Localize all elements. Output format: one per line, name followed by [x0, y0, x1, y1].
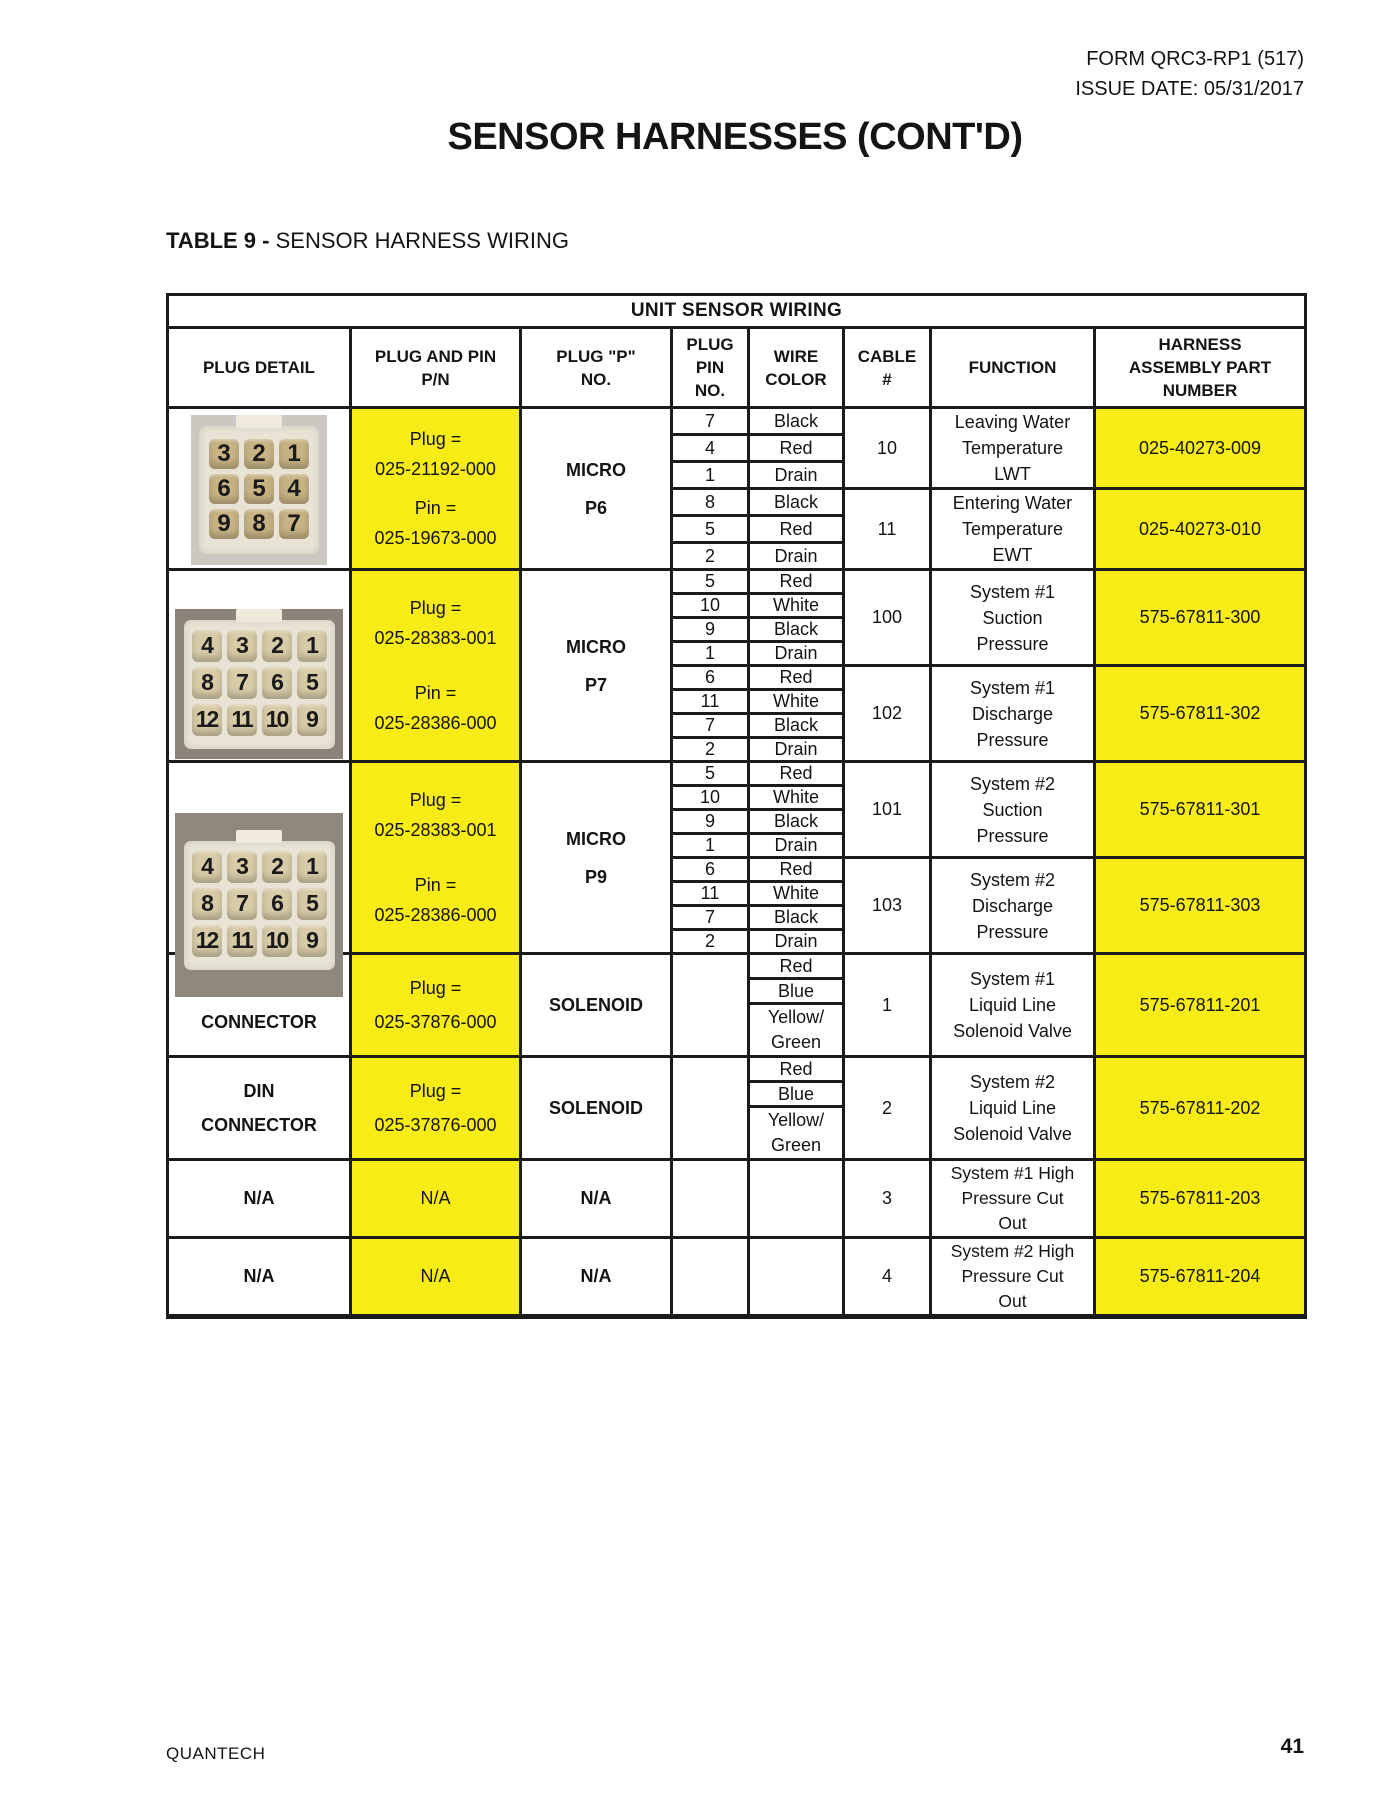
- pin-no-cell: 2: [672, 543, 749, 570]
- table-row: [168, 1057, 1306, 1082]
- wire-color-cell: [749, 1004, 844, 1057]
- header-line: FUNCTION: [968, 358, 1057, 377]
- header-line: HARNESS: [1158, 335, 1242, 354]
- table-banner: UNIT SENSOR WIRING: [168, 295, 1306, 328]
- connector-pin-number: 10: [262, 925, 292, 957]
- function-line: Temperature: [961, 438, 1064, 458]
- cable-cell: 103: [844, 858, 931, 954]
- function-line: System #1 High: [950, 1163, 1075, 1183]
- pin-no-cell: 10: [672, 594, 749, 618]
- header-cable: [844, 328, 931, 408]
- wire-color-cell: Blue: [749, 979, 844, 1004]
- function-line: Solenoid Valve: [953, 1124, 1072, 1144]
- header-line: NO.: [580, 369, 612, 389]
- pin-no-cell: 2: [672, 738, 749, 762]
- connector-pin-number: 6: [262, 667, 292, 699]
- function-line: System #2: [969, 1072, 1056, 1092]
- wire-color-cell: White: [749, 786, 844, 810]
- header-function: [931, 328, 1095, 408]
- pin-no-cell: 11: [672, 882, 749, 906]
- pin-no-cell: 6: [672, 858, 749, 882]
- plug-detail-cell-na2: N/A: [168, 1238, 351, 1317]
- wire-color-cell: Black: [749, 714, 844, 738]
- header-line: ASSEMBLY PART: [1128, 358, 1272, 377]
- plug-value: 025-28383-001: [374, 628, 497, 649]
- wire-line: Yellow/: [767, 1007, 825, 1027]
- wire-color-cell: Black: [749, 810, 844, 834]
- pin-value: 025-19673-000: [374, 528, 497, 549]
- pin-label: Pin =: [414, 874, 457, 895]
- header-plug-pin-pn: [351, 328, 521, 408]
- function-line: Pressure: [976, 633, 1049, 654]
- function-cell: [931, 489, 1095, 570]
- plug-pin-pn-cell-din1: [351, 954, 521, 1057]
- header-line: PLUG DETAIL: [202, 358, 316, 377]
- header-line: PIN: [695, 358, 725, 377]
- wire-color-cell: Red: [749, 666, 844, 690]
- wire-color-cell: Blue: [749, 1082, 844, 1107]
- harness-cell: 575-67811-301: [1095, 762, 1306, 858]
- plug-detail-cell-p6: [168, 408, 351, 570]
- pin-pn-block: [352, 870, 519, 930]
- page-title: SENSOR HARNESSES (CONT'D): [447, 116, 1023, 158]
- connector-pin-number: 1: [297, 630, 327, 662]
- function-cell: [931, 1238, 1095, 1317]
- connector-pin-number: 12: [192, 704, 222, 736]
- wire-color-cell-empty: [749, 1238, 844, 1317]
- din-line: DIN: [243, 1081, 275, 1101]
- wire-color-cell: Drain: [749, 930, 844, 954]
- plug-detail-cell-na1: N/A: [168, 1160, 351, 1238]
- table-row: [168, 408, 1306, 435]
- cable-cell: 10: [844, 408, 931, 489]
- connector-pin-grid: [209, 439, 309, 539]
- wire-color-cell: Red: [749, 1057, 844, 1082]
- header-line: P/N: [421, 369, 450, 389]
- header-plug-pin-no: [672, 328, 749, 408]
- header-line: PLUG "P": [556, 346, 636, 366]
- wire-color-cell: Black: [749, 618, 844, 642]
- p-no-line: P6: [584, 497, 608, 518]
- pin-no-cell: 7: [672, 408, 749, 435]
- wire-color-cell: Drain: [749, 543, 844, 570]
- harness-cell: 575-67811-300: [1095, 570, 1306, 666]
- pin-no-cell: 2: [672, 930, 749, 954]
- table-row: [168, 1160, 1306, 1238]
- pin-no-cell: 5: [672, 762, 749, 786]
- function-line: System #1: [969, 677, 1056, 698]
- connector-pin-number: 8: [244, 509, 274, 539]
- wire-line: Green: [770, 1135, 822, 1155]
- header-line: NUMBER: [1162, 381, 1238, 400]
- plug-label: Plug =: [409, 790, 462, 811]
- plug-label: Plug =: [409, 428, 462, 449]
- plug-pin-pn-cell-din2: [351, 1057, 521, 1160]
- header-line: WIRE: [773, 346, 819, 366]
- function-line: Pressure Cut: [961, 1188, 1064, 1208]
- plug-p-no-cell-din1: SOLENOID: [521, 954, 672, 1057]
- function-cell: [931, 570, 1095, 666]
- plug-detail-cell-p7: [168, 570, 351, 762]
- plug-detail-cell-p9: [168, 762, 351, 954]
- connector-pin-number: 12: [192, 925, 222, 957]
- pin-no-cell: 7: [672, 714, 749, 738]
- connector-pin-number: 11: [227, 704, 257, 736]
- function-line: Solenoid Valve: [953, 1021, 1072, 1041]
- function-line: System #1: [969, 581, 1056, 602]
- cable-cell: 2: [844, 1057, 931, 1160]
- table-row: [168, 1238, 1306, 1317]
- connector-pin-number: 7: [279, 509, 309, 539]
- function-line: Pressure: [976, 825, 1049, 846]
- header-line: COLOR: [765, 369, 827, 389]
- connector-photo-p7: [175, 609, 343, 759]
- wire-color-cell: Drain: [749, 738, 844, 762]
- connector-pin-number: 3: [209, 439, 239, 469]
- function-line: LWT: [994, 464, 1031, 484]
- header-plug-p-no: [521, 328, 672, 408]
- plug-value: 025-37876-000: [374, 1115, 497, 1135]
- plug-pn-block: [352, 424, 519, 484]
- cable-cell: 100: [844, 570, 931, 666]
- table-caption: [166, 228, 569, 254]
- harness-cell: 575-67811-303: [1095, 858, 1306, 954]
- connector-pin-number: 9: [297, 704, 327, 736]
- p-no-line: P7: [584, 674, 608, 695]
- function-cell: [931, 762, 1095, 858]
- function-line: Entering Water: [952, 493, 1073, 513]
- plug-p-no-cell-na2: N/A: [521, 1238, 672, 1317]
- header-wire-color: [749, 328, 844, 408]
- wire-color-cell: Red: [749, 762, 844, 786]
- header-line: NO.: [694, 381, 726, 400]
- connector-body: [199, 426, 319, 554]
- cable-cell: 102: [844, 666, 931, 762]
- pin-no-cell: 8: [672, 489, 749, 516]
- plug-pin-pn-cell-na1: N/A: [351, 1160, 521, 1238]
- wire-color-cell: Drain: [749, 462, 844, 489]
- connector-pin-number: 1: [279, 439, 309, 469]
- function-cell: [931, 666, 1095, 762]
- form-number: FORM QRC3-RP1 (517): [1086, 48, 1304, 70]
- connector-pin-number: 2: [262, 851, 292, 883]
- wire-color-cell: [749, 1107, 844, 1160]
- wire-color-cell: White: [749, 594, 844, 618]
- plug-pin-pn-cell-p7: [351, 570, 521, 762]
- connector-pin-number: 6: [262, 888, 292, 920]
- connector-pin-grid: [192, 851, 327, 957]
- p-no-line: P9: [584, 866, 608, 887]
- pin-value: 025-28386-000: [374, 904, 497, 925]
- wire-line: Yellow/: [767, 1110, 825, 1130]
- function-line: System #2: [969, 773, 1056, 794]
- connector-pin-number: 2: [262, 630, 292, 662]
- pin-no-cell: 1: [672, 642, 749, 666]
- pin-no-cell: 7: [672, 906, 749, 930]
- function-line: Leaving Water: [954, 412, 1071, 432]
- function-line: Out: [998, 1291, 1027, 1311]
- pin-value: 025-28386-000: [374, 712, 497, 733]
- header-line: PLUG AND PIN: [374, 346, 497, 366]
- wire-color-cell-empty: [749, 1160, 844, 1238]
- pin-pn-block: [352, 493, 519, 553]
- cable-cell: 4: [844, 1238, 931, 1317]
- function-line: Out: [998, 1213, 1027, 1233]
- function-line: Temperature: [961, 519, 1064, 539]
- function-line: Pressure: [976, 729, 1049, 750]
- plug-label: Plug =: [409, 1081, 462, 1101]
- plug-p-no-cell-p7: [521, 570, 672, 762]
- function-line: Pressure Cut: [961, 1266, 1064, 1286]
- pin-no-cell: 4: [672, 435, 749, 462]
- header-line: CABLE: [857, 346, 917, 366]
- plug-label: Plug =: [409, 978, 462, 998]
- function-cell: [931, 408, 1095, 489]
- connector-pin-number: 4: [279, 474, 309, 504]
- harness-cell: 025-40273-010: [1095, 489, 1306, 570]
- plug-pin-pn-cell-na2: N/A: [351, 1238, 521, 1317]
- plug-value: 025-21192-000: [375, 458, 496, 479]
- connector-body: [184, 841, 335, 970]
- function-line: Suction: [982, 607, 1043, 628]
- header-plug-detail: [168, 328, 351, 408]
- header-harness: [1095, 328, 1306, 408]
- cable-cell: 101: [844, 762, 931, 858]
- plug-value: 025-37876-000: [374, 1012, 497, 1032]
- sensor-wiring-table: [166, 293, 1307, 1319]
- pin-no-cell-empty: [672, 1160, 749, 1238]
- function-line: Pressure: [976, 921, 1049, 942]
- function-line: Liquid Line: [968, 1098, 1057, 1118]
- wire-color-cell: Red: [749, 858, 844, 882]
- wire-color-cell: Drain: [749, 642, 844, 666]
- connector-pin-number: 3: [227, 630, 257, 662]
- wire-color-cell: Red: [749, 516, 844, 543]
- pin-label: Pin =: [414, 682, 457, 703]
- connector-pin-number: 9: [209, 509, 239, 539]
- pin-no-cell-empty: [672, 1238, 749, 1317]
- connector-pin-number: 5: [297, 667, 327, 699]
- pin-no-cell: 5: [672, 570, 749, 594]
- table-caption-text: SENSOR HARNESS WIRING: [275, 228, 569, 253]
- p-no-line: MICRO: [566, 828, 626, 849]
- p-no-line: MICRO: [566, 459, 626, 480]
- connector-pin-number: 11: [227, 925, 257, 957]
- harness-cell: 575-67811-204: [1095, 1238, 1306, 1317]
- harness-cell: 575-67811-203: [1095, 1160, 1306, 1238]
- function-line: Liquid Line: [968, 995, 1057, 1015]
- header-line: PLUG: [686, 335, 734, 354]
- issue-date: ISSUE DATE: 05/31/2017: [1075, 78, 1304, 100]
- connector-pin-number: 3: [227, 851, 257, 883]
- wire-color-cell: Drain: [749, 834, 844, 858]
- pin-pn-block: [352, 678, 519, 738]
- plug-label: Plug =: [409, 598, 462, 619]
- wire-color-cell: Black: [749, 489, 844, 516]
- table-row: [168, 762, 1306, 786]
- connector-pin-number: 10: [262, 704, 292, 736]
- pin-label: Pin =: [414, 498, 457, 519]
- plug-pin-pn-cell-p6: [351, 408, 521, 570]
- form-info: [1075, 44, 1304, 104]
- function-line: System #1: [969, 969, 1056, 989]
- footer-brand: QUANTECH: [166, 1744, 266, 1763]
- connector-pin-number: 7: [227, 667, 257, 699]
- function-cell: [931, 954, 1095, 1057]
- connector-pin-number: 9: [297, 925, 327, 957]
- din-line: CONNECTOR: [201, 1012, 317, 1032]
- table-row: [168, 570, 1306, 594]
- wire-color-cell: Red: [749, 435, 844, 462]
- plug-pn-block: [352, 785, 519, 845]
- harness-cell: 025-40273-009: [1095, 408, 1306, 489]
- harness-cell: 575-67811-201: [1095, 954, 1306, 1057]
- plug-pn-block: [352, 593, 519, 653]
- wire-color-cell: Red: [749, 570, 844, 594]
- connector-pin-number: 7: [227, 888, 257, 920]
- connector-pin-number: 5: [297, 888, 327, 920]
- wire-color-cell: Red: [749, 954, 844, 979]
- harness-cell: 575-67811-202: [1095, 1057, 1306, 1160]
- connector-tab: [236, 609, 282, 622]
- pin-no-cell: 1: [672, 462, 749, 489]
- connector-body: [184, 620, 335, 749]
- cable-cell: 11: [844, 489, 931, 570]
- page-number: 41: [1280, 1735, 1304, 1758]
- connector-pin-grid: [192, 630, 327, 736]
- plug-detail-cell-din2: [168, 1057, 351, 1160]
- function-line: Discharge: [971, 895, 1054, 916]
- connector-pin-number: 6: [209, 474, 239, 504]
- plug-p-no-cell-na1: N/A: [521, 1160, 672, 1238]
- connector-tab: [236, 830, 282, 843]
- connector-pin-number: 8: [192, 888, 222, 920]
- function-line: Discharge: [971, 703, 1054, 724]
- wire-color-cell: Black: [749, 408, 844, 435]
- pin-no-cell: 1: [672, 834, 749, 858]
- plug-value: 025-28383-001: [374, 820, 497, 841]
- table-banner-row: [168, 295, 1306, 328]
- cable-cell: 3: [844, 1160, 931, 1238]
- connector-pin-number: 4: [192, 630, 222, 662]
- connector-pin-number: 4: [192, 851, 222, 883]
- function-cell: [931, 1160, 1095, 1238]
- connector-pin-number: 8: [192, 667, 222, 699]
- function-cell: [931, 858, 1095, 954]
- header-line: #: [882, 369, 892, 389]
- pin-no-cell: 5: [672, 516, 749, 543]
- pin-no-cell-empty: [672, 1057, 749, 1160]
- pin-no-cell: 11: [672, 690, 749, 714]
- p-no-line: MICRO: [566, 636, 626, 657]
- harness-cell: 575-67811-302: [1095, 666, 1306, 762]
- function-line: System #2: [969, 869, 1056, 890]
- pin-no-cell: 9: [672, 810, 749, 834]
- pin-no-cell: 6: [672, 666, 749, 690]
- plug-p-no-cell-p9: [521, 762, 672, 954]
- function-line: System #2 High: [950, 1241, 1075, 1261]
- connector-photo-p9: [175, 813, 343, 997]
- connector-tab: [236, 415, 282, 428]
- pin-no-cell: 9: [672, 618, 749, 642]
- din-line: CONNECTOR: [201, 1115, 317, 1135]
- wire-color-cell: White: [749, 690, 844, 714]
- table-caption-label: TABLE 9 -: [166, 228, 276, 253]
- connector-pin-number: 1: [297, 851, 327, 883]
- plug-p-no-cell-p6: [521, 408, 672, 570]
- connector-photo-p6: [191, 415, 327, 565]
- cable-cell: 1: [844, 954, 931, 1057]
- pin-no-cell: 10: [672, 786, 749, 810]
- pin-no-cell-empty: [672, 954, 749, 1057]
- function-cell: [931, 1057, 1095, 1160]
- function-line: Suction: [982, 799, 1043, 820]
- wire-color-cell: Black: [749, 906, 844, 930]
- connector-pin-number: 2: [244, 439, 274, 469]
- table-header-row: [168, 328, 1306, 408]
- plug-pin-pn-cell-p9: [351, 762, 521, 954]
- wire-line: Green: [770, 1032, 822, 1052]
- wire-color-cell: White: [749, 882, 844, 906]
- function-line: EWT: [992, 545, 1033, 565]
- connector-pin-number: 5: [244, 474, 274, 504]
- plug-p-no-cell-din2: SOLENOID: [521, 1057, 672, 1160]
